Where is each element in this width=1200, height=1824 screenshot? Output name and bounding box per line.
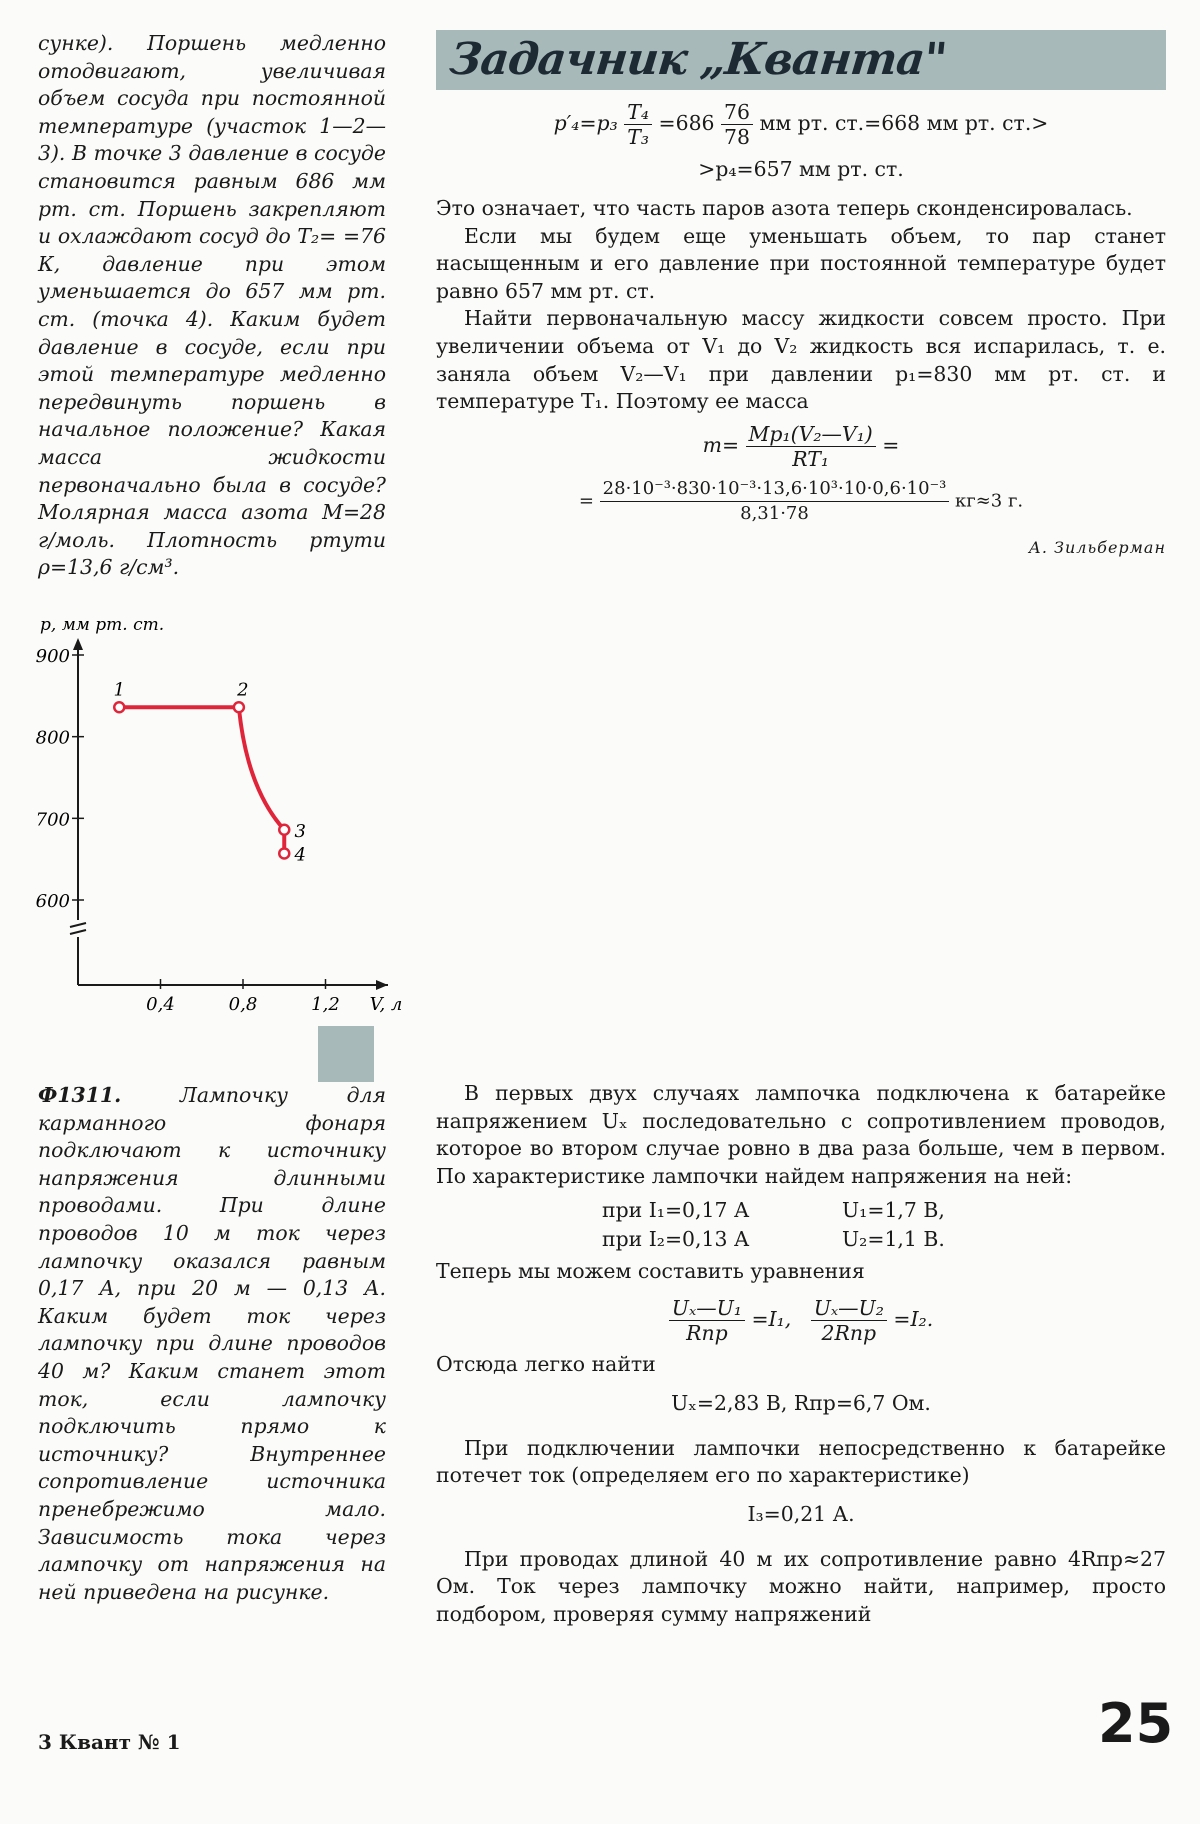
equations-system bbox=[436, 1296, 1166, 1345]
frac-1-den: Rпр bbox=[686, 1320, 728, 1345]
equation-p4-line2: >p₄=657 мм рт. ст. bbox=[698, 157, 904, 181]
eq1-mid: =686 bbox=[658, 111, 715, 135]
solution-column-top bbox=[436, 30, 1166, 557]
paragraph: Это означает, что часть паров азота теперь сконденсировалась. bbox=[436, 196, 1133, 220]
voltage-row bbox=[436, 1225, 1166, 1254]
problem-text: Лампочку для карманного фонаря подключают к источнику напряжения длинными проводами. При длине проводов 10 м ток через лампочку оказался равным 0,17 А, при 20 м — 0,13 А. Каким будет ток через лампочку при длине проводов 40 м? Каким станет этот ток, если лампочку подключить прямо к источнику? Внутреннее сопротивление источника пренебрежимо мало. Зависимость тока через лампочку от напряжения на ней приведена на рисунке. bbox=[38, 1083, 386, 1604]
decorative-square bbox=[318, 1026, 374, 1082]
eq2-den: RT₁ bbox=[792, 446, 830, 471]
problem-text-continued: сунке). Поршень медленно отодвигают, увеличивая объем сосуда при постоянной температуре (участок 1—2—3). В точке 3 давление в сосуде становится равным 686 мм рт. ст. Поршень закрепляют и охлаждают сосуд до T₂= =76 К, давление при этом уменьшается до 657 мм рт. ст. (точка 4). Каким будет давление в сосуде, если при этой температуре медленно передвинуть поршень в начальное положение? Какая масса жидкости первоначально была в сосуде? Молярная масса азота M=28 г/моль. Плотность ртути ρ=13,6 г/см³. bbox=[38, 31, 386, 580]
equation-p4 bbox=[436, 100, 1166, 149]
solution-f1311 bbox=[436, 1080, 1166, 1629]
frac-2-den: 2Rпр bbox=[821, 1320, 877, 1345]
x-axis-label: V, л bbox=[369, 994, 403, 1015]
row-voltage: U₁=1,7 В, bbox=[842, 1198, 945, 1223]
eq3-den: 8,31·78 bbox=[740, 502, 809, 524]
pressure-volume-chart bbox=[35, 610, 403, 1015]
equation-i3: I₃=0,21 А. bbox=[747, 1501, 855, 1526]
paragraph: Если мы будем еще уменьшать объем, то пар станет насыщенным и его давление при постоянной температуре будет равно 657 мм рт. ст. bbox=[436, 223, 1166, 303]
paragraph: При проводах длиной 40 м их сопротивление равно 4Rпр≈27 Ом. Ток через лампочку можно найти, например, просто подбором, проверяя сумму напряжений bbox=[436, 1546, 1166, 1626]
row-current: при I₁=0,17 А bbox=[602, 1198, 750, 1223]
frac-1-num: Uₓ—U₁ bbox=[669, 1296, 745, 1321]
author-signature: А. Зильберман bbox=[1028, 537, 1166, 557]
equation-mass bbox=[436, 422, 1166, 471]
eq1-fraction bbox=[624, 100, 652, 149]
y-tick-label: 900 bbox=[35, 646, 70, 667]
voltage-table bbox=[436, 1196, 1166, 1254]
banner-title: Задачник „Кванта" bbox=[447, 34, 949, 85]
paragraph: При подключении лампочки непосредственно к батарейке потечет ток (определяем его по характеристике) bbox=[436, 1435, 1166, 1488]
paragraph: Отсюда легко найти bbox=[436, 1351, 656, 1376]
eq3-num: 28·10⁻³·830·10⁻³·13,6·10³·10·0,6·10⁻³ bbox=[600, 477, 950, 502]
chart-axes bbox=[36, 615, 403, 1015]
frac-1 bbox=[669, 1296, 745, 1345]
eq3-lhs: = bbox=[578, 490, 594, 512]
data-point-2 bbox=[234, 702, 244, 712]
section-banner bbox=[436, 30, 1166, 90]
frac-1-rhs: =I₁, bbox=[751, 1306, 792, 1331]
y-tick-label: 600 bbox=[35, 891, 70, 912]
data-point-3 bbox=[279, 825, 289, 835]
paragraph: В первых двух случаях лампочка подключена к батарейке напряжением Uₓ последовательно с сопротивлением проводов, которое во втором случае ровно в два раза больше, чем в первом. По характеристике лампочки найдем напряжения на ней: bbox=[436, 1081, 1166, 1188]
eq1-frac-den: T₃ bbox=[627, 125, 650, 149]
y-tick-label: 800 bbox=[35, 727, 70, 749]
x-axis-arrow bbox=[376, 980, 388, 990]
eq2-fraction bbox=[746, 422, 876, 471]
frac-2-num: Uₓ—U₂ bbox=[811, 1296, 887, 1321]
frac-2 bbox=[811, 1296, 887, 1345]
y-tick-label: 700 bbox=[35, 809, 70, 831]
footer-issue: 3 Квант № 1 bbox=[38, 1730, 181, 1754]
row-current: при I₂=0,13 А bbox=[602, 1227, 750, 1252]
equation-mass-numeric bbox=[436, 477, 1166, 526]
data-point-label: 3 bbox=[294, 820, 306, 842]
data-point-1 bbox=[114, 702, 124, 712]
axis-break-mark bbox=[70, 923, 86, 927]
eq1-frac-num: T₄ bbox=[624, 100, 652, 125]
x-tick-label: 1,2 bbox=[311, 994, 340, 1015]
eq2-lhs: m= bbox=[702, 432, 740, 457]
paragraph: Найти первоначальную массу жидкости совсем просто. При увеличении объема от V₁ до V₂ жидкость вся испарилась, т. е. заняла объем V₂—V₁ при давлении p₁=830 мм рт. ст. и температуре T₁. Поэтому ее масса bbox=[436, 306, 1166, 414]
row-voltage: U₂=1,1 В. bbox=[842, 1227, 945, 1252]
voltage-row bbox=[436, 1196, 1166, 1225]
problem-f1311 bbox=[38, 1082, 386, 1606]
eq1-lhs: p′₄=p₃ bbox=[553, 111, 618, 135]
eq2-rhs: = bbox=[882, 432, 900, 457]
y-axis-label: p, мм рт. ст. bbox=[40, 615, 165, 635]
data-point-label: 4 bbox=[294, 844, 306, 866]
problem-label: Ф1311. bbox=[38, 1083, 122, 1107]
segment-2-3 bbox=[239, 707, 284, 830]
paragraph: Теперь мы можем составить уравнения bbox=[436, 1259, 865, 1284]
eq1-rhs: мм рт. ст.=668 мм рт. ст.> bbox=[759, 111, 1049, 135]
eq1-frac2-num: 76 bbox=[721, 100, 753, 125]
eq3-rhs: кг≈3 г. bbox=[955, 490, 1024, 512]
axis-break-mark bbox=[70, 930, 86, 934]
x-tick-label: 0,4 bbox=[146, 994, 175, 1015]
data-point-label: 1 bbox=[113, 679, 125, 701]
frac-2-rhs: =I₂. bbox=[893, 1306, 934, 1331]
x-tick-label: 0,8 bbox=[228, 994, 258, 1015]
eq1-fraction-2 bbox=[721, 100, 753, 149]
data-point-label: 2 bbox=[237, 679, 249, 701]
eq2-num: Mp₁(V₂—V₁) bbox=[746, 422, 876, 447]
equation-ux: Uₓ=2,83 В, Rпр=6,7 Ом. bbox=[671, 1390, 931, 1415]
y-axis-arrow bbox=[73, 638, 83, 650]
page-number: 25 bbox=[1098, 1692, 1174, 1755]
eq1-frac2-den: 78 bbox=[724, 125, 750, 149]
eq3-fraction bbox=[600, 477, 950, 526]
data-point-4 bbox=[279, 848, 289, 858]
